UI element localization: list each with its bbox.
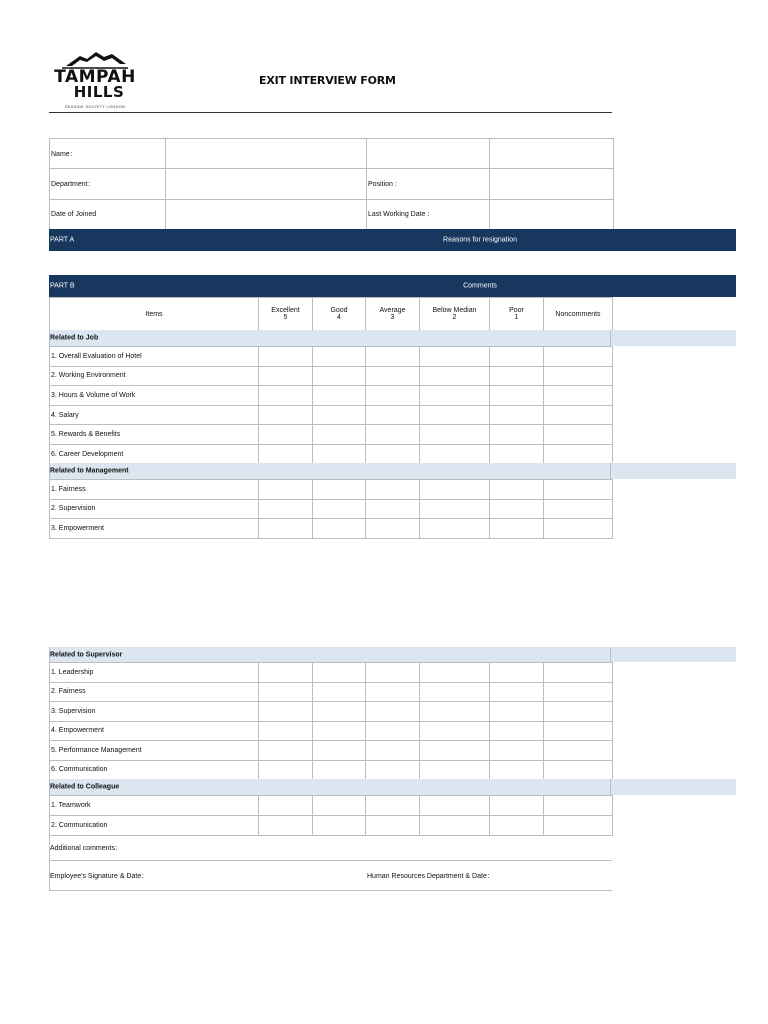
date-joined-field[interactable]: [166, 200, 367, 230]
rating-cell[interactable]: [366, 386, 420, 406]
rating-item-label: 2. Working Environment: [50, 366, 259, 386]
rating-cell[interactable]: [313, 366, 366, 386]
section-title: Related to Colleague: [50, 783, 120, 791]
section-frame: [49, 330, 611, 346]
additional-comments-label: Additional comments：: [50, 845, 122, 852]
table-row: [50, 682, 613, 702]
section-header-management: [49, 463, 736, 479]
rating-cell[interactable]: [420, 702, 490, 722]
part-b-title: Comments: [463, 282, 497, 290]
part-a-title: Reasons for resignation: [443, 236, 517, 244]
table-row: [50, 519, 613, 539]
rating-cell[interactable]: [366, 663, 420, 683]
table-row: [50, 741, 613, 761]
poor-header: Poor 1: [490, 298, 544, 331]
rating-item-label: 3. Empowerment: [50, 519, 259, 539]
section-header-supervisor: [49, 647, 736, 662]
rating-cell[interactable]: [544, 405, 613, 425]
rating-cell[interactable]: [544, 519, 613, 539]
rating-cell[interactable]: [366, 760, 420, 780]
table-row: [50, 499, 613, 519]
rating-cell[interactable]: [259, 386, 313, 406]
rating-item-label: 2. Supervision: [50, 499, 259, 519]
rating-cell[interactable]: [259, 366, 313, 386]
rating-cell[interactable]: [490, 519, 544, 539]
rating-cell[interactable]: [259, 721, 313, 741]
rating-cell[interactable]: [366, 480, 420, 500]
rating-cell[interactable]: [313, 682, 366, 702]
logo-tagline: SEASIDE SOCIETY LONDON: [64, 104, 126, 109]
excellent-header: Excellent 5: [259, 298, 313, 331]
rating-cell[interactable]: [544, 386, 613, 406]
rating-cell[interactable]: [259, 663, 313, 683]
date-joined-label: Date of Joined: [50, 200, 166, 230]
additional-comments-field[interactable]: [49, 836, 612, 860]
rating-item-label: 6. Communication: [50, 760, 259, 780]
rating-cell[interactable]: [259, 425, 313, 445]
section-title: Related to Management: [50, 467, 129, 475]
divider: [49, 890, 612, 891]
rating-item-label: 1. Teamwork: [50, 796, 259, 816]
title-divider: [49, 112, 612, 113]
name-extra-field[interactable]: [490, 139, 614, 169]
rating-cell[interactable]: [259, 444, 313, 464]
section-title: Related to Supervisor: [50, 651, 123, 658]
rating-cell[interactable]: [490, 796, 544, 816]
part-a-label: PART A: [50, 236, 75, 244]
rating-cell[interactable]: [313, 663, 366, 683]
name-extra-cell: [367, 139, 490, 169]
table-row: [50, 816, 613, 836]
rating-item-label: 2. Communication: [50, 816, 259, 836]
part-a-band: [49, 229, 736, 251]
rating-cell[interactable]: [490, 386, 544, 406]
rating-cell[interactable]: [366, 796, 420, 816]
rating-cell[interactable]: [490, 760, 544, 780]
rating-item-label: 6. Career Development: [50, 444, 259, 464]
rating-item-label: 3. Hours & Volume of Work: [50, 386, 259, 406]
rating-cell[interactable]: [259, 682, 313, 702]
rating-cell[interactable]: [259, 405, 313, 425]
rating-cell[interactable]: [544, 499, 613, 519]
rating-cell[interactable]: [366, 405, 420, 425]
rating-cell[interactable]: [259, 480, 313, 500]
rating-cell[interactable]: [490, 347, 544, 367]
rating-item-label: 1. Fairness: [50, 480, 259, 500]
rating-cell[interactable]: [544, 444, 613, 464]
rating-item-label: 1. Overall Evaluation of Hotel: [50, 347, 259, 367]
rating-cell[interactable]: [420, 663, 490, 683]
rating-cell[interactable]: [420, 816, 490, 836]
rating-cell[interactable]: [544, 366, 613, 386]
rating-cell[interactable]: [313, 519, 366, 539]
reasons-for-resignation-field[interactable]: [49, 251, 612, 275]
rating-cell[interactable]: [313, 816, 366, 836]
rating-cell[interactable]: [420, 386, 490, 406]
rating-cell[interactable]: [420, 347, 490, 367]
rating-cell[interactable]: [490, 741, 544, 761]
rating-cell[interactable]: [544, 760, 613, 780]
items-header: Items: [50, 298, 259, 331]
rating-cell[interactable]: [313, 480, 366, 500]
last-working-date-label: Last Working Date :: [367, 200, 490, 230]
section-frame: [49, 647, 611, 662]
rating-cell[interactable]: [313, 386, 366, 406]
rating-cell[interactable]: [420, 741, 490, 761]
rating-item-label: 4. Salary: [50, 405, 259, 425]
rating-header-table: [49, 297, 613, 331]
section-header-job: [49, 330, 736, 346]
rating-cell[interactable]: [544, 347, 613, 367]
rating-cell[interactable]: [366, 682, 420, 702]
rating-cell[interactable]: [366, 702, 420, 722]
table-row: [50, 347, 613, 367]
rating-table-colleague: [49, 795, 613, 836]
rating-cell[interactable]: [313, 760, 366, 780]
rating-cell[interactable]: [259, 760, 313, 780]
rating-cell[interactable]: [420, 480, 490, 500]
rating-cell[interactable]: [544, 663, 613, 683]
company-logo: [50, 50, 140, 112]
rating-cell[interactable]: [490, 682, 544, 702]
rating-cell[interactable]: [420, 405, 490, 425]
section-frame: [49, 779, 611, 795]
section-header-colleague: [49, 779, 736, 795]
position-label: Position :: [367, 169, 490, 200]
rating-cell[interactable]: [490, 480, 544, 500]
rating-cell[interactable]: [544, 741, 613, 761]
rating-cell[interactable]: [366, 741, 420, 761]
rating-cell[interactable]: [313, 796, 366, 816]
employee-info-table: [49, 138, 614, 230]
rating-cell[interactable]: [544, 480, 613, 500]
rating-cell[interactable]: [313, 702, 366, 722]
rating-cell[interactable]: [420, 796, 490, 816]
rating-cell[interactable]: [490, 816, 544, 836]
rating-cell[interactable]: [366, 425, 420, 445]
rating-item-label: 1. Leadership: [50, 663, 259, 683]
average-header: Average 3: [366, 298, 420, 331]
rating-table-supervisor: [49, 662, 613, 780]
department-label: Department：: [50, 169, 166, 200]
table-row: [50, 366, 613, 386]
table-row: [50, 760, 613, 780]
employee-signature-field[interactable]: [49, 861, 365, 890]
rating-cell[interactable]: [490, 702, 544, 722]
rating-cell[interactable]: [259, 347, 313, 367]
rating-cell[interactable]: [490, 425, 544, 445]
rating-cell[interactable]: [420, 499, 490, 519]
rating-cell[interactable]: [420, 682, 490, 702]
rating-cell[interactable]: [259, 816, 313, 836]
rating-cell[interactable]: [313, 347, 366, 367]
rating-cell[interactable]: [313, 721, 366, 741]
last-working-date-field[interactable]: [490, 200, 614, 230]
rating-cell[interactable]: [420, 760, 490, 780]
rating-cell[interactable]: [420, 366, 490, 386]
table-row: [50, 663, 613, 683]
noncomments-header: Noncomments: [544, 298, 613, 331]
section-frame: [49, 463, 611, 479]
table-row: [50, 425, 613, 445]
rating-cell[interactable]: [366, 816, 420, 836]
rating-cell[interactable]: [313, 425, 366, 445]
form-title: EXIT INTERVIEW FORM: [259, 74, 396, 87]
rating-cell[interactable]: [420, 444, 490, 464]
hr-signature-label: Human Resources Department & Date：: [367, 873, 494, 880]
rating-cell[interactable]: [544, 816, 613, 836]
part-b-band: [49, 275, 736, 297]
rating-cell[interactable]: [313, 741, 366, 761]
department-field[interactable]: [166, 169, 367, 200]
rating-cell[interactable]: [259, 741, 313, 761]
rating-cell[interactable]: [366, 721, 420, 741]
table-row: [50, 405, 613, 425]
section-title: Related to Job: [50, 334, 99, 342]
rating-cell[interactable]: [259, 499, 313, 519]
rating-cell[interactable]: [366, 444, 420, 464]
table-row: [50, 796, 613, 816]
rating-cell[interactable]: [420, 519, 490, 539]
table-row: [50, 702, 613, 722]
rating-cell[interactable]: [544, 796, 613, 816]
rating-cell[interactable]: [490, 663, 544, 683]
rating-table-job: [49, 346, 613, 465]
rating-cell[interactable]: [259, 519, 313, 539]
rating-cell[interactable]: [490, 444, 544, 464]
employee-signature-label: Employee's Signature & Date：: [50, 873, 149, 880]
rating-cell[interactable]: [544, 425, 613, 445]
rating-cell[interactable]: [366, 519, 420, 539]
rating-cell[interactable]: [366, 347, 420, 367]
hr-signature-field[interactable]: [366, 861, 612, 890]
rating-table-management: [49, 479, 613, 539]
logo-text-line1: TAMPAH: [54, 67, 136, 87]
rating-cell[interactable]: [313, 405, 366, 425]
rating-cell[interactable]: [544, 721, 613, 741]
footer-left-border: [49, 836, 50, 891]
name-field[interactable]: [166, 139, 367, 169]
rating-item-label: 5. Rewards & Benefits: [50, 425, 259, 445]
name-label: Name：: [50, 139, 166, 169]
good-header: Good 4: [313, 298, 366, 331]
rating-cell[interactable]: [313, 499, 366, 519]
rating-cell[interactable]: [490, 405, 544, 425]
table-row: [50, 386, 613, 406]
position-field[interactable]: [490, 169, 614, 200]
rating-cell[interactable]: [366, 499, 420, 519]
rating-cell[interactable]: [490, 721, 544, 741]
rating-cell[interactable]: [544, 702, 613, 722]
rating-item-label: 3. Supervision: [50, 702, 259, 722]
table-row: [50, 721, 613, 741]
rating-cell[interactable]: [544, 682, 613, 702]
rating-cell[interactable]: [490, 499, 544, 519]
below-median-header: Below Median 2: [420, 298, 490, 331]
rating-item-label: 4. Empowerment: [50, 721, 259, 741]
rating-item-label: 5. Performance Management: [50, 741, 259, 761]
part-b-label: PART B: [50, 282, 75, 290]
rating-cell[interactable]: [259, 796, 313, 816]
rating-cell[interactable]: [366, 366, 420, 386]
rating-cell[interactable]: [490, 366, 544, 386]
logo-text-line2: HILLS: [73, 83, 125, 101]
rating-item-label: 2. Fairness: [50, 682, 259, 702]
table-row: [50, 444, 613, 464]
rating-cell[interactable]: [420, 721, 490, 741]
rating-cell[interactable]: [420, 425, 490, 445]
rating-cell[interactable]: [313, 444, 366, 464]
rating-cell[interactable]: [259, 702, 313, 722]
table-row: [50, 480, 613, 500]
